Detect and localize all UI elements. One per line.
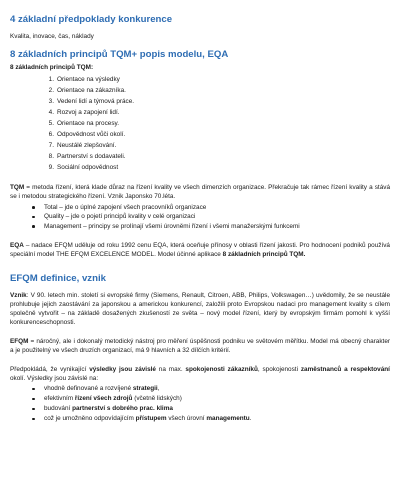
list-item: efektivním řízení všech zdrojů (včetně lidských) [32, 394, 390, 404]
efqm-origin-paragraph [10, 291, 390, 327]
tqm-principles-subheading: 8 základních principů TQM: [10, 64, 94, 71]
list-item: 4. Rozvoj a zapojení lidí. [48, 109, 120, 116]
tqm-definition-text: = metoda řízení, která klade důraz na řízení kvality ve všech dimenzích organizace. Překračuje tak rámec řízení kvality a stává se i metodou strategického řízení. Vznik Japonsko 70.léta. [10, 184, 390, 200]
list-item: Quality – jde o pojetí principů kvality v celé organizaci [32, 212, 390, 221]
list-item: Management – principy se prolínají všemi úrovněmi řízení i všemi manažerskými funkcemi [32, 222, 390, 231]
list-item: vhodně definované a rozvíjené strategii, [32, 384, 390, 394]
eqa-paragraph [10, 241, 390, 259]
efqm-term: EFQM [10, 338, 29, 346]
section-efqm [10, 273, 390, 424]
list-item: 1. Orientace na výsledky [48, 76, 120, 83]
efqm-text: = náročný, ale i dokonalý metodický nástroj pro měření úspěšnosti podniku ve světovém měřítku. Model má obecný charakter a je použitelný ve všech druzích organizací, má 9 hlavních a 32 dílčích kritérií. [10, 338, 390, 355]
vznik-text: : V 90. letech min. století si evropské firmy (Siemens, Renault, Citroen, ABB, Philips, Volkswagen…) uvědomily, že se neustále prohlubuje jejich zaostávání za japonskou a americkou konkurencí, založili proto Evropskou nadaci pro management kvality s cílem společně vytvořit – na základě dosažených zkušeností ze světa – nový model řízení, který by evropským firmám pomohl k vyšší konkurenceschopnosti. [10, 292, 390, 327]
tqm-principles-list [10, 74, 390, 173]
eqa-bold-end: 8 základních principů TQM. [222, 251, 306, 259]
heading-efqm: EFQM definice, vznik [10, 273, 106, 285]
section-competition-prerequisites [10, 14, 390, 41]
section-tqm-principles [10, 49, 390, 259]
list-item: 2. Orientace na zákazníka. [48, 87, 126, 94]
vznik-term: Vznik [10, 292, 27, 300]
list-item: 3. Vedení lidí a týmová práce. [48, 98, 135, 105]
list-item: 9. Sociální odpovědnost [48, 164, 119, 171]
efqm-definition-paragraph [10, 337, 390, 355]
list-item: 8. Partnerství s dodavateli. [48, 153, 126, 160]
efqm-results-bullet-list [10, 384, 390, 424]
list-item: 7. Neustálé zlepšování. [48, 142, 117, 149]
list-item: budování partnerství s dobrého prac. klima [32, 404, 390, 414]
heading-tqm-principles: 8 základních principů TQM+ popis modelu, EQA [10, 49, 229, 60]
tqm-term: TQM [10, 184, 25, 191]
tqm-definition [10, 183, 390, 201]
list-item: Total – jde o úplné zapojení všech pracovníků organizace [32, 203, 390, 212]
list-item: 6. Odpovědnost vůči okolí. [48, 131, 126, 138]
tqm-bullet-list [10, 203, 390, 231]
list-item: což je umožněno odpovídajícím přístupem všech úrovní managementu. [32, 414, 390, 424]
eqa-term: EQA [10, 242, 24, 250]
competition-prerequisites-text: Kvalita, inovace, čas, náklady [10, 33, 94, 40]
heading-competition-prerequisites: 4 základní předpoklady konkurence [10, 14, 173, 25]
efqm-assumption-paragraph: Předpokládá, že vynikající výsledky jsou závislé na max. spokojenosti zákazníků, spokojenosti zaměstnanců a respektování okolí. Výsledky jsou závislé na: [10, 366, 390, 383]
list-item: 5. Orientace na procesy. [48, 120, 120, 127]
eqa-text: – nadace EFQM uděluje od roku 1992 cenu EQA, která oceňuje přínosy v oblasti řízení jakosti. Pro hodnocení podniků používá speciální model THE EFQM EXCELENCE MODEL. Model účinné aplikace [10, 242, 390, 259]
